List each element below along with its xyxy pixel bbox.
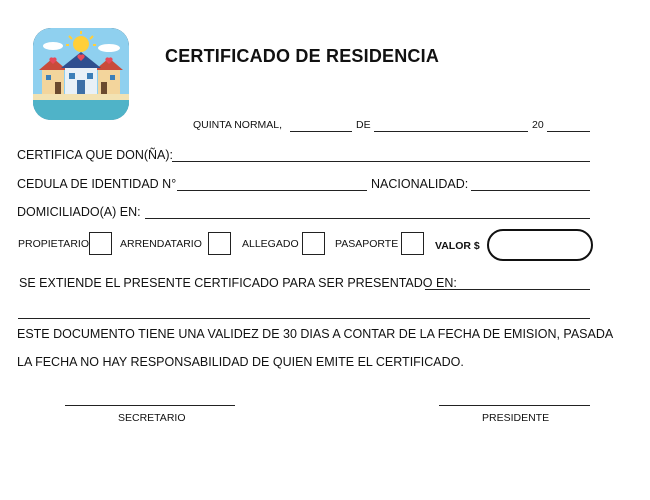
- pasaporte-checkbox[interactable]: [401, 232, 424, 255]
- valor-label: VALOR $: [435, 240, 480, 252]
- extiende-label: SE EXTIENDE EL PRESENTE CERTIFICADO PARA SER PRESENTADO EN:: [19, 276, 457, 290]
- domicilio-line[interactable]: [145, 218, 590, 219]
- extiende-line-2[interactable]: [18, 318, 590, 319]
- extiende-line[interactable]: [425, 289, 590, 290]
- nacionalidad-line[interactable]: [471, 190, 590, 191]
- presidente-label: PRESIDENTE: [482, 412, 550, 424]
- allegado-label: ALLEGADO: [242, 238, 299, 250]
- houses-logo-icon: [33, 28, 129, 120]
- cedula-number-line[interactable]: [177, 190, 367, 191]
- document-title: CERTIFICADO DE RESIDENCIA: [165, 46, 440, 66]
- presidente-signature-line[interactable]: [439, 405, 590, 406]
- secretario-signature-line[interactable]: [65, 405, 235, 406]
- arrendatario-label: ARRENDATARIO: [120, 238, 202, 250]
- pasaporte-label: PASAPORTE: [335, 238, 399, 250]
- date-place-label: QUINTA NORMAL,: [193, 119, 283, 131]
- date-year-prefix: 20: [532, 119, 544, 131]
- certifica-name-line[interactable]: [172, 161, 590, 162]
- secretario-label: SECRETARIO: [118, 412, 186, 424]
- certifica-label: CERTIFICA QUE DON(ÑA):: [17, 148, 174, 162]
- propietario-checkbox[interactable]: [89, 232, 112, 255]
- valor-input[interactable]: [487, 229, 593, 261]
- date-month-line[interactable]: [374, 131, 528, 132]
- date-year-line[interactable]: [547, 131, 590, 132]
- propietario-label: PROPIETARIO: [18, 238, 89, 250]
- date-day-line[interactable]: [290, 131, 352, 132]
- validez-line-1: ESTE DOCUMENTO TIENE UNA VALIDEZ DE 30 DIAS A CONTAR DE LA FECHA DE EMISION, PASADA: [17, 327, 614, 341]
- domicilio-label: DOMICILIADO(A) EN:: [17, 205, 141, 219]
- nacionalidad-label: NACIONALIDAD:: [371, 177, 469, 191]
- arrendatario-checkbox[interactable]: [208, 232, 231, 255]
- date-de-label: DE: [356, 119, 371, 131]
- validez-line-2: LA FECHA NO HAY RESPONSABILIDAD DE QUIEN EMITE EL CERTIFICADO.: [17, 355, 464, 369]
- allegado-checkbox[interactable]: [302, 232, 325, 255]
- cedula-label: CEDULA DE IDENTIDAD N°: [17, 177, 177, 191]
